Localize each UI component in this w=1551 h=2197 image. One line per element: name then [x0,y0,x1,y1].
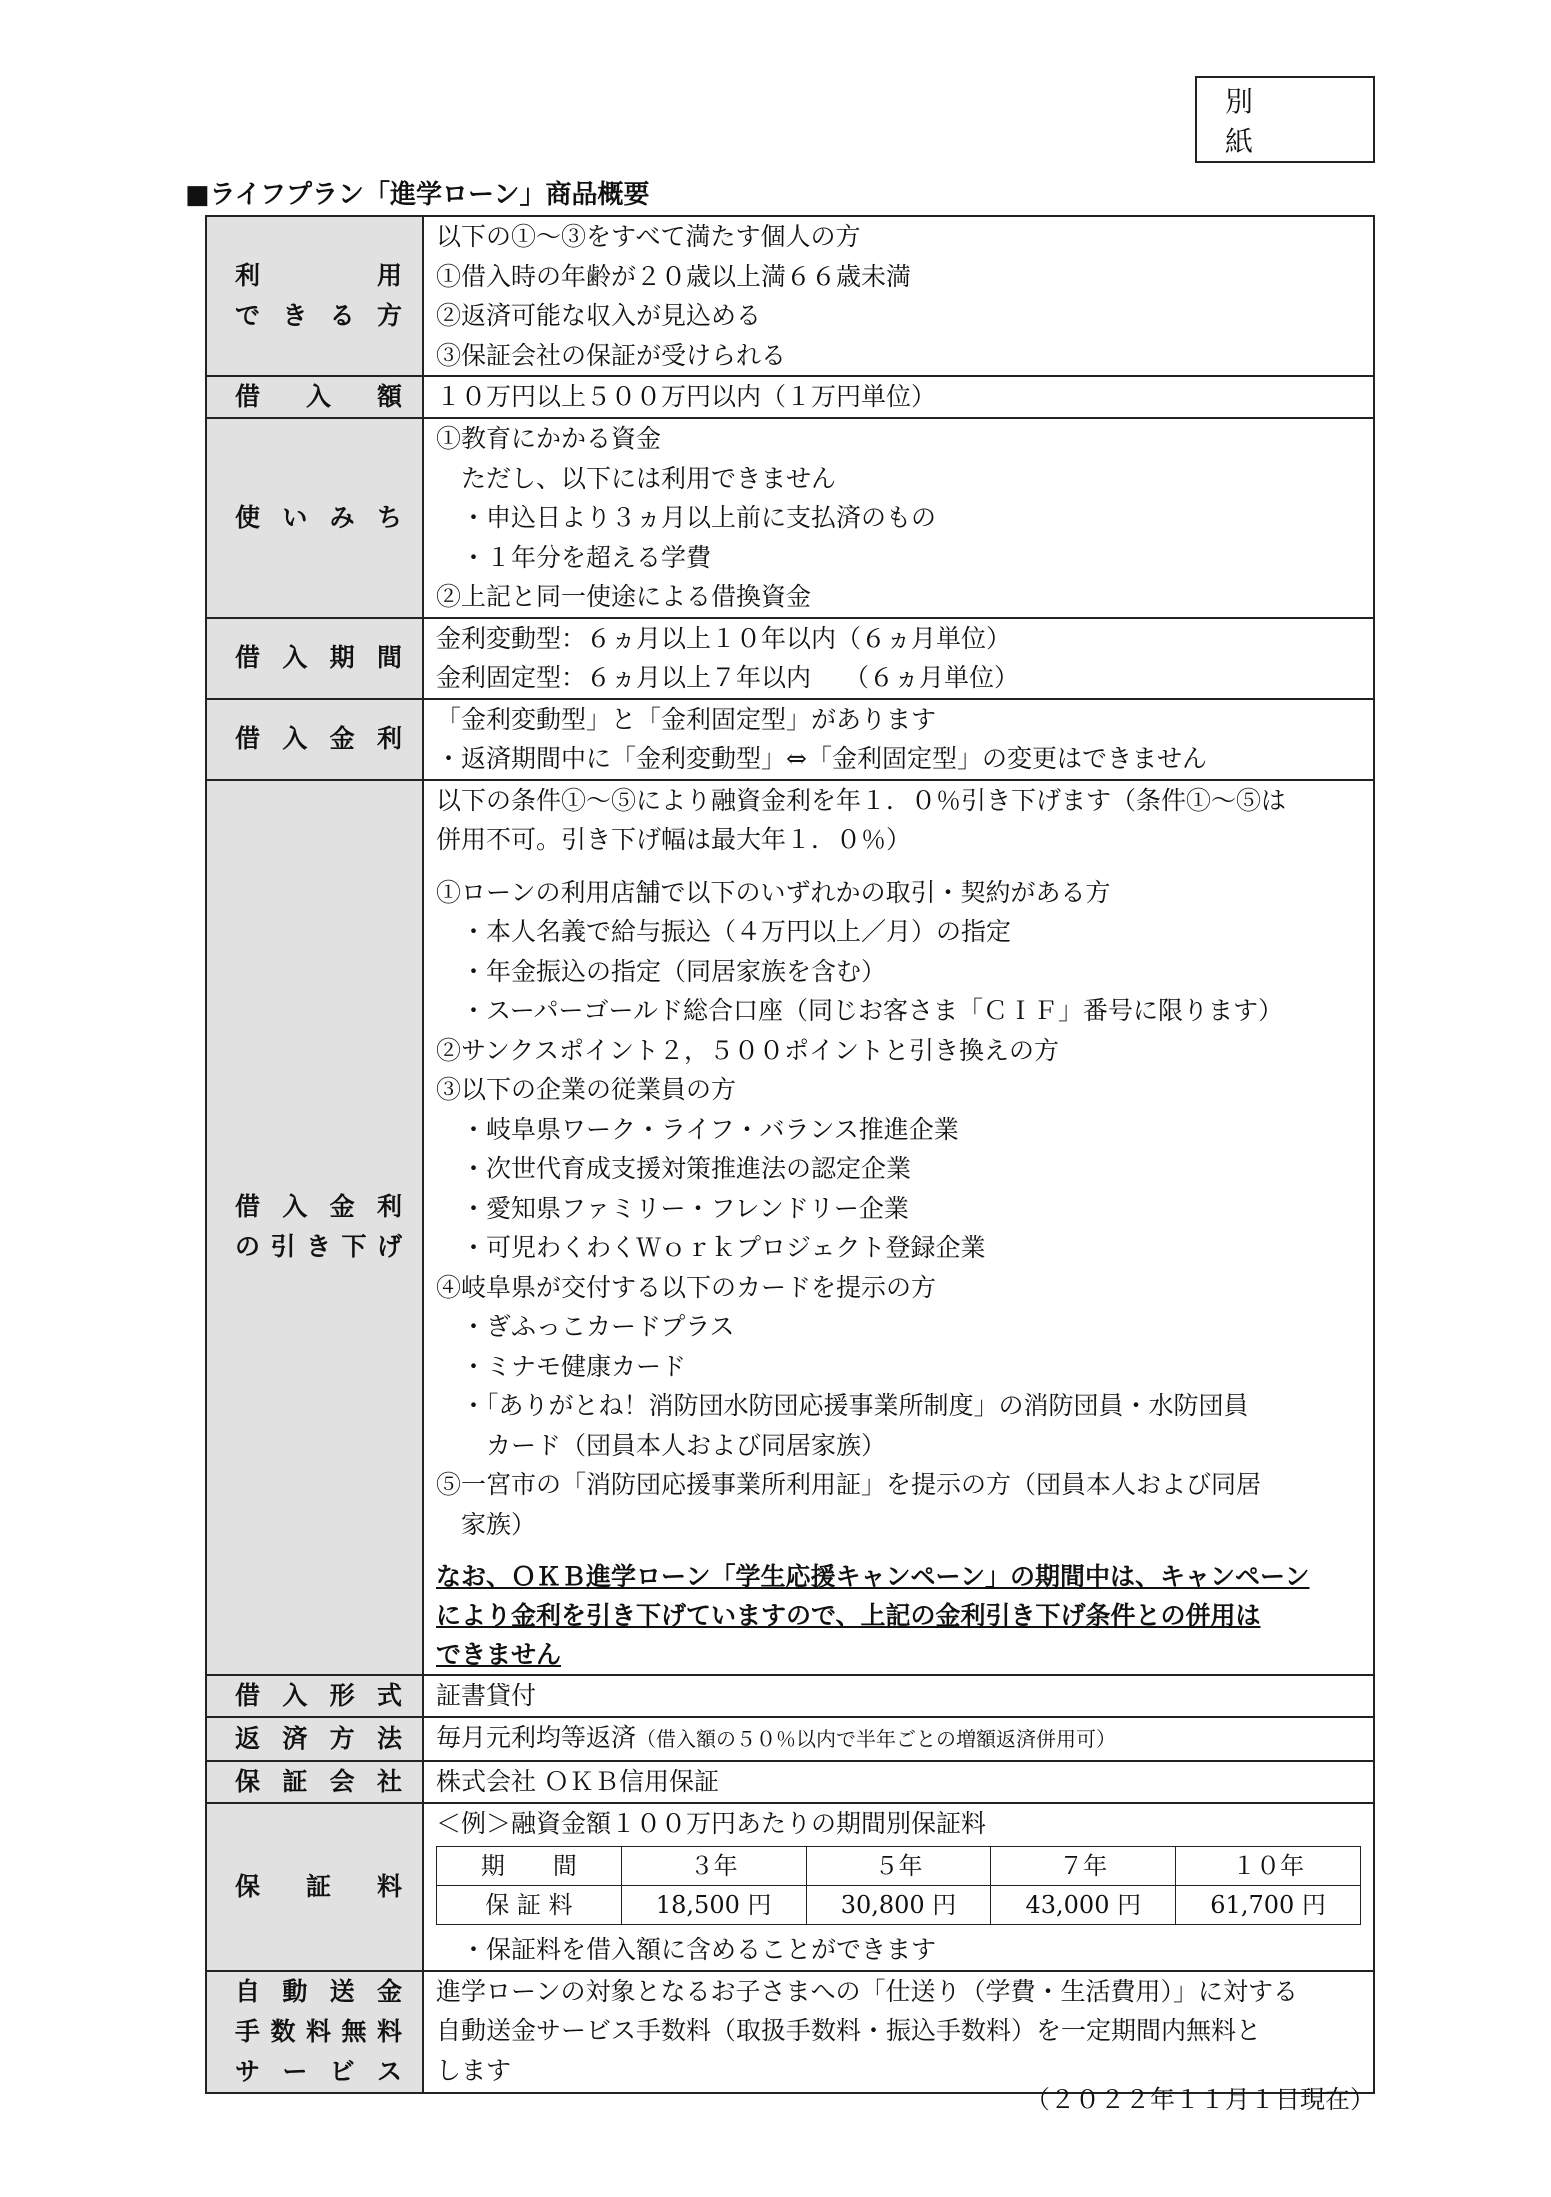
row-value: 株式会社 ＯＫＢ信用保証 [423,1761,1374,1803]
table-row-rate-reduction [206,780,1374,1676]
page-title: ■ライフプラン「進学ローン」商品概要 [185,180,650,210]
row-label: 使 い み ち [206,418,423,618]
table-row-loan-amount [206,376,1374,418]
row-value: ＜例＞融資金額１００万円あたりの期間別保証料 期 間 ３年 ５年 ７年 １０年 保 証 料 18,500 円 30,800 円 43,000 円 61,700 円 ・保証料を借入額に含めることができます [423,1803,1374,1971]
as-of-date: （２０２２年１１月１日現在） [1024,2085,1375,2114]
row-value: 「金利変動型」と「金利固定型」があります ・返済期間中に「金利変動型」⇔「金利固定型」の変更はできません [423,699,1374,780]
attachment-stamp: 別 紙 [1195,76,1375,163]
table-row-loan-period [206,618,1374,699]
table-row-interest-rate [206,699,1374,780]
row-value: 進学ローンの対象となるお子さまへの「仕送り（学費・生活費用）」に対する 自動送金サービス手数料（取扱手数料・振込手数料）を一定期間内無料と します [423,1971,1374,2093]
row-value: 証書貸付 [423,1675,1374,1717]
row-label: 利 用 で き る 方 [206,216,423,376]
row-value: 毎月元利均等返済（借入額の５０％以内で半年ごとの増額返済併用可） [423,1717,1374,1761]
table-row-guarantor [206,1761,1374,1803]
table-row-repayment [206,1717,1374,1761]
row-label: 返 済 方 法 [206,1717,423,1761]
product-summary-table [205,215,1375,2094]
row-label: 借 入 形 式 [206,1675,423,1717]
row-label: 借 入 金 利 [206,699,423,780]
table-row-loan-form [206,1675,1374,1717]
row-label: 保 証 会 社 [206,1761,423,1803]
fee-value-row: 保 証 料 18,500 円 30,800 円 43,000 円 61,700 円 [437,1886,1361,1925]
row-value: 以下の条件①～⑤により融資金利を年１．０％引き下げます（条件①～⑤は 併用不可。引き下げ幅は最大年１．０％） ①ローンの利用店舗で以下のいずれかの取引・契約がある方 ・本人名義で給与振込（４万円以上／月）の指定 ・年金振込の指定（同居家族を含む） ・スーパーゴールド総合口座（同じお客さま「ＣＩＦ」番号に限ります） ②サンクスポイント２，５００ポイントと引き換えの方 ③以下の企業の従業員の方 ・岐阜県ワーク・ライフ・バランス推進企業 ・次世代育成支援対策推進法の認定企業 ・愛知県ファミリー・フレンドリー企業 ・可児わくわくＷｏｒｋプロジェクト登録企業 ④岐阜県が交付する以下のカードを提示の方 ・ぎふっこカードプラス ・ミナモ健康カード ・「ありがとね！消防団水防団応援事業所制度」の消防団員・水防団員 カード（団員本人および同居家族） ⑤一宮市の「消防団応援事業所利用証」を提示の方（団員本人および同居 家族） なお、ＯＫＢ進学ローン「学生応援キャンペーン」の期間中は、キャンペーン により金利を引き下げていますので、上記の金利引き下げ条件との併用は できません [423,780,1374,1676]
row-value: １０万円以上５００万円以内（１万円単位） [423,376,1374,418]
table-row-usage [206,418,1374,618]
fee-header-row: 期 間 ３年 ５年 ７年 １０年 [437,1847,1361,1886]
row-label: 借 入 額 [206,376,423,418]
row-label: 借 入 金 利 の 引 き 下 げ [206,780,423,1676]
row-label: 保 証 料 [206,1803,423,1971]
row-label: 借 入 期 間 [206,618,423,699]
row-value: 以下の①～③をすべて満たす個人の方 ①借入時の年齢が２０歳以上満６６歳未満 ②返済可能な収入が見込める ③保証会社の保証が受けられる [423,216,1374,376]
guarantee-fee-table [436,1846,1361,1925]
row-value: 金利変動型：６ヵ月以上１０年以内（６ヵ月単位） 金利固定型：６ヵ月以上７年以内 （６ヵ月単位） [423,618,1374,699]
campaign-note: なお、ＯＫＢ進学ローン「学生応援キャンペーン」の期間中は、キャンペーン により金利を引き下げていますので、上記の金利引き下げ条件との併用は できません [436,1562,1310,1669]
table-row-guarantee-fee [206,1803,1374,1971]
row-value: ①教育にかかる資金 ただし、以下には利用できません ・申込日より３ヵ月以上前に支払済のもの ・１年分を超える学費 ②上記と同一使途による借換資金 [423,418,1374,618]
table-row-auto-transfer [206,1971,1374,2093]
table-row-eligibility [206,216,1374,376]
row-label: 自 動 送 金 手 数 料 無 料 サ ー ビ ス [206,1971,423,2093]
